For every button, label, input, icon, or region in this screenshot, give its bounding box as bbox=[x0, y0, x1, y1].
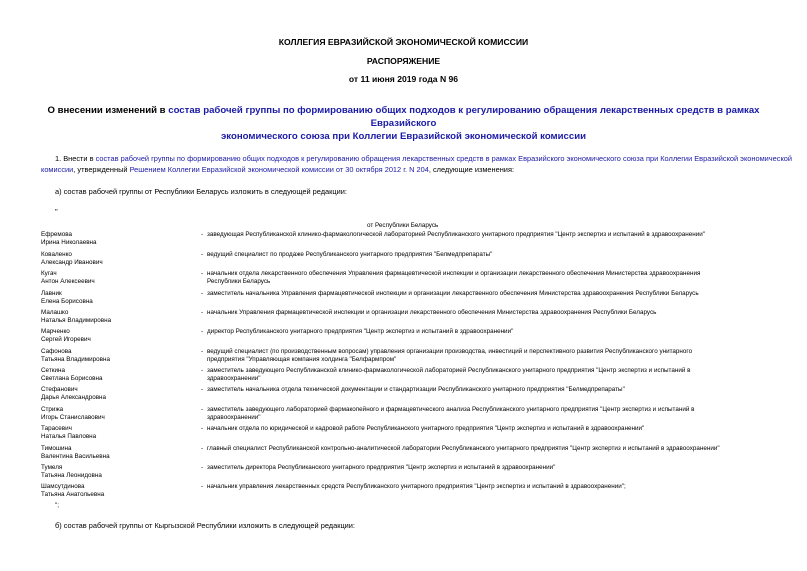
member-surname: Стрижа bbox=[41, 406, 64, 413]
member-position: заместитель заведующего лабораторией фармакопейного и фармацевтического анализа Республиканского унитарного предприятия "Центр экспертиз и испытаний в bbox=[207, 406, 695, 413]
member-position: заместитель начальника отдела технической документации и стандартизации Республиканского унитарного предприятия "Белмедпрепараты" bbox=[207, 386, 625, 393]
dash: - bbox=[201, 464, 204, 471]
dash: - bbox=[201, 328, 204, 335]
dash: - bbox=[201, 231, 204, 238]
open-quote: " bbox=[55, 207, 58, 216]
member-name: Антон Алексеевич bbox=[41, 278, 95, 286]
member-name: Наталья Владимировна bbox=[41, 317, 112, 325]
close-quote: "; bbox=[55, 502, 59, 509]
paragraph-1-start: 1. Внести в bbox=[55, 154, 96, 163]
member-surname: Лавник bbox=[41, 290, 62, 297]
member-surname: Шамсутдинова bbox=[41, 483, 85, 490]
member-name: Татьяна Владимировна bbox=[41, 356, 110, 364]
member-name: Ирина Николаевна bbox=[41, 239, 97, 247]
member-position: заведующая Республиканской клинико-фармакологической лабораторией Республиканского унитарного предприятия "Центр экспертиз и испытаний в здравоохранении" bbox=[207, 231, 705, 238]
paragraph-1-mid: , утвержденный bbox=[73, 165, 130, 174]
member-position: заместитель директора Республиканского унитарного предприятия "Центр экспертиз и испытаний в здравоохранении" bbox=[207, 464, 556, 471]
member-position: начальник Управления фармацевтической инспекции и организации лекарственного обеспечения Министерства здравоохранения Республики Беларусь bbox=[207, 309, 657, 316]
org-name: КОЛЛЕГИЯ ЕВРАЗИЙСКОЙ ЭКОНОМИЧЕСКОЙ КОМИССИИ bbox=[278, 37, 529, 47]
member-surname: Сафонова bbox=[41, 348, 72, 355]
member-surname: Тарасевич bbox=[41, 425, 72, 432]
paragraph-1-line1 bbox=[55, 154, 792, 165]
member-position: директор Республиканского унитарного предприятия "Центр экспертиз и испытаний в здравоохранении" bbox=[207, 328, 514, 335]
member-surname: Коваленко bbox=[41, 251, 72, 258]
member-position-cont: здравоохранении" bbox=[207, 375, 261, 383]
paragraph-1-link1-cont[interactable]: комиссии bbox=[41, 165, 74, 174]
dash: - bbox=[201, 290, 204, 297]
member-name: Татьяна Анатольевна bbox=[41, 491, 105, 499]
title-link-line1[interactable]: состав рабочей группы по формированию общих подходов к регулированию обращения лекарственных средств в рамках Евразийского bbox=[168, 105, 760, 129]
member-name: Наталья Павловна bbox=[41, 433, 97, 441]
paragraph-1-link1[interactable]: состав рабочей группы по формированию общих подходов к регулированию обращения лекарственных средств в рамках Евразийского экономического союза при Коллегии Евразийской экономической bbox=[95, 154, 792, 163]
paragraph-1-end: , следующие изменения: bbox=[428, 165, 514, 174]
member-position: начальник управления лекарственных средств Республиканского унитарного предприятия "Центр экспертиз и испытаний в здравоохранении"; bbox=[207, 483, 626, 490]
member-surname: Кугач bbox=[41, 270, 57, 277]
member-position: начальник отдела лекарственного обеспечения Управления фармацевтической инспекции и организации лекарственного обеспечения Министерства здравоохранения bbox=[207, 270, 701, 277]
member-surname: Ефремова bbox=[41, 231, 72, 238]
member-name: Елена Борисовна bbox=[41, 298, 93, 306]
dash: - bbox=[201, 348, 204, 355]
member-surname: Марченко bbox=[41, 328, 70, 335]
paragraph-1-link2[interactable]: Решением Коллегии Евразийской экономической комиссии от 30 октября 2012 г. N 204 bbox=[129, 165, 429, 174]
doc-type: РАСПОРЯЖЕНИЕ bbox=[366, 56, 441, 66]
paragraph-1-line2 bbox=[41, 165, 781, 176]
member-name: Светлана Борисовна bbox=[41, 375, 103, 383]
member-name: Игорь Станиславович bbox=[41, 414, 105, 422]
member-position: заместитель заведующего Республиканской клинико-фармакологической лабораторией Республиканского унитарного предприятия "Центр экспертиз и испытаний в bbox=[207, 367, 691, 374]
doc-date-number: от 11 июня 2019 года N 96 bbox=[348, 74, 459, 84]
member-position: начальник отдела по юридической и кадровой работе Республиканского унитарного предприятия "Центр экспертиз и испытаний в здравоохранении" bbox=[207, 425, 645, 432]
dash: - bbox=[201, 367, 204, 374]
member-surname: Малашко bbox=[41, 309, 69, 316]
dash: - bbox=[201, 251, 204, 258]
member-position: ведущий специалист (по производственным вопросам) управления организации производства, инвестиций и перспективного развития Республиканского унитарного bbox=[207, 348, 693, 355]
member-name: Валентина Васильевна bbox=[41, 453, 110, 461]
title-prefix: О внесении изменений в bbox=[47, 105, 169, 116]
member-position: заместитель начальника Управления фармацевтической инспекции и организации лекарственного обеспечения Министерства здравоохранения Республики Беларусь bbox=[207, 290, 699, 297]
member-surname: Сеткина bbox=[41, 367, 65, 374]
dash: - bbox=[201, 425, 204, 432]
member-name: Сергей Игоревич bbox=[41, 336, 91, 344]
item-b: б) состав рабочей группы от Кыргызской Республики изложить в следующей редакции: bbox=[55, 521, 355, 530]
member-name: Дарья Александровна bbox=[41, 394, 107, 402]
dash: - bbox=[201, 309, 204, 316]
subheading-belarus: от Республики Беларусь bbox=[367, 222, 439, 229]
title-link-line2[interactable]: экономического союза при Коллегии Евразийской экономической комиссии bbox=[220, 131, 587, 142]
member-surname: Стефанович bbox=[41, 386, 78, 393]
dash: - bbox=[201, 406, 204, 413]
member-name: Александр Иванович bbox=[41, 259, 103, 267]
dash: - bbox=[201, 270, 204, 277]
member-position: главный специалист Республиканской контрольно-аналитической лаборатории Республиканского унитарного предприятия "Центр экспертиз и испытаний в здравоохранении" bbox=[207, 445, 720, 452]
document-title bbox=[40, 104, 767, 143]
dash: - bbox=[201, 386, 204, 393]
member-position: ведущий специалист по продаже Республиканского унитарного предприятия "Белмедпрепараты" bbox=[207, 251, 493, 258]
member-position-cont: предприятия "Управляющая компания холдинга "Белфармпром" bbox=[207, 356, 397, 364]
member-name: Татьяна Леонидовна bbox=[41, 472, 102, 480]
member-position-cont: здравоохранении" bbox=[207, 414, 261, 422]
item-a: а) состав рабочей группы от Республики Беларусь изложить в следующей редакции: bbox=[55, 187, 347, 196]
member-surname: Тумеля bbox=[41, 464, 63, 471]
dash: - bbox=[201, 483, 204, 490]
dash: - bbox=[201, 445, 204, 452]
member-surname: Тимошина bbox=[41, 445, 72, 452]
member-position-cont: Республики Беларусь bbox=[207, 278, 271, 286]
